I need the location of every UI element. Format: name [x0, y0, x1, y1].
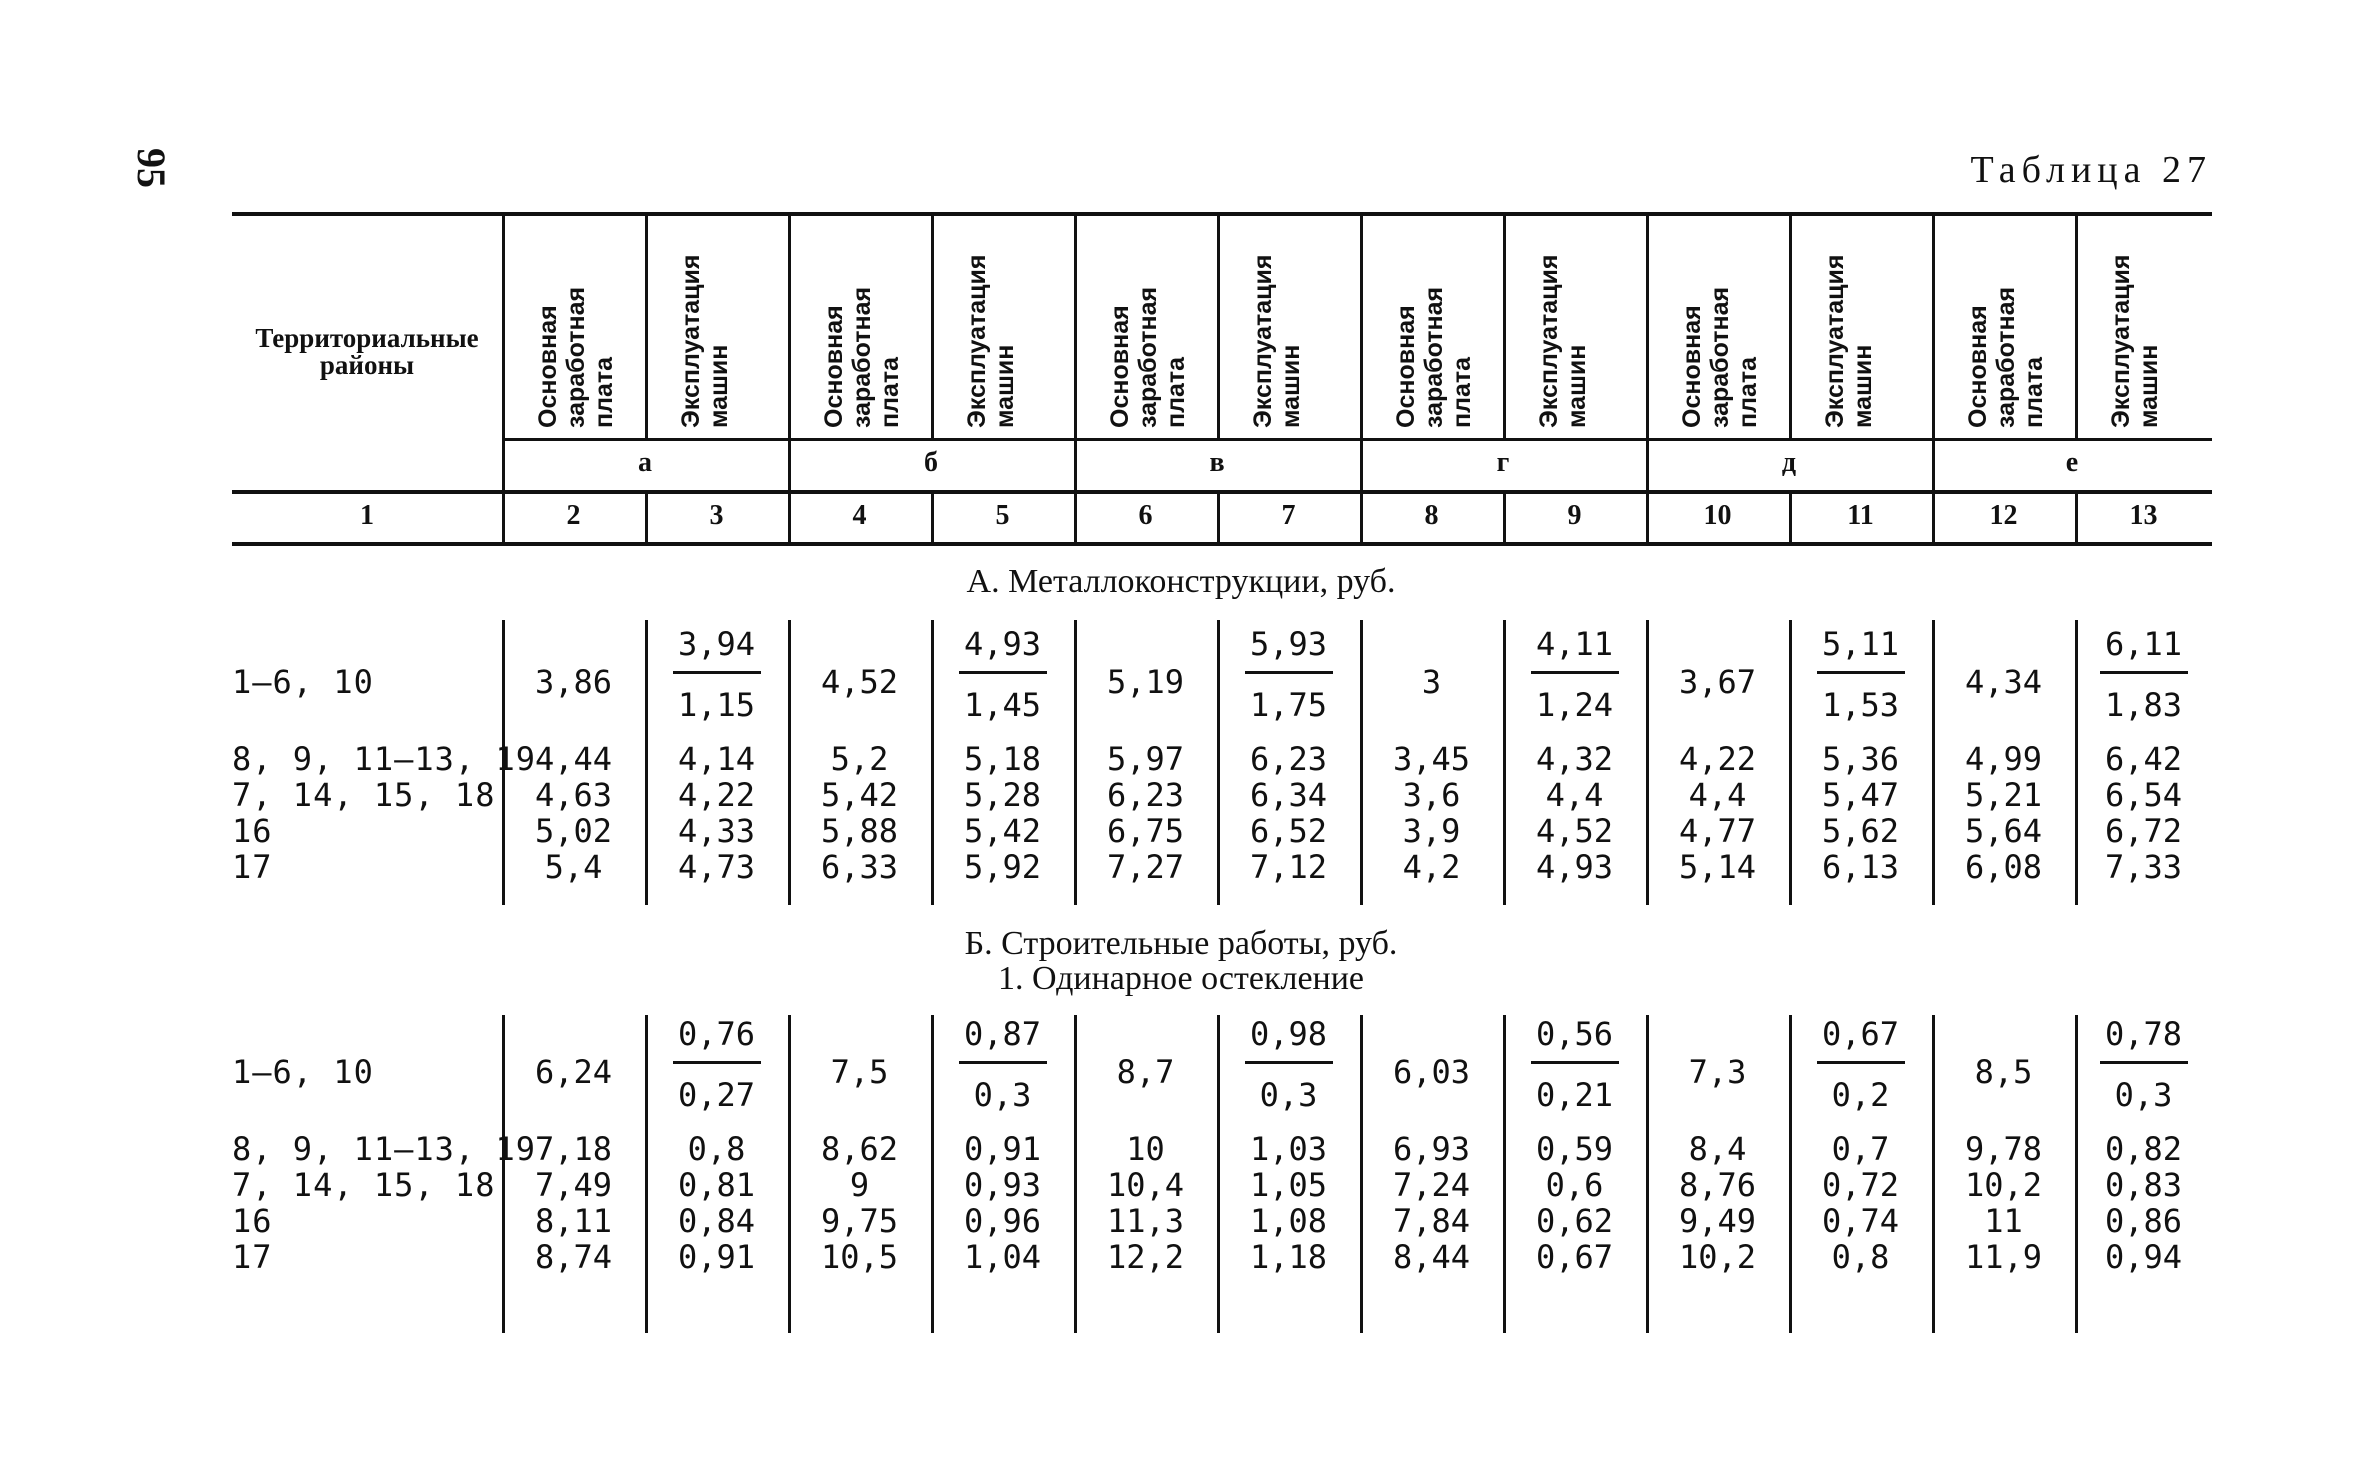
header-divider — [1217, 214, 1220, 438]
cell-value: 0,86 — [2104, 1202, 2183, 1240]
fraction-bar — [2100, 671, 2188, 674]
cell-value: 5,62 — [1821, 812, 1900, 850]
cell-value: 6,75 — [1106, 812, 1185, 850]
cell-value: 5,4 — [544, 848, 603, 886]
cell-value: 6,33 — [820, 848, 899, 886]
cell-value: 6,08 — [1964, 848, 2043, 886]
fraction-top: 0,87 — [963, 1015, 1042, 1053]
cell-value: 3,6 — [1402, 776, 1461, 814]
fraction-bottom: 0,3 — [973, 1076, 1032, 1114]
fraction-cell — [1239, 1015, 1339, 1114]
fraction-top: 0,56 — [1535, 1015, 1614, 1053]
column-number: 7 — [1281, 500, 1296, 531]
header-base-wage: Основная заработная плата — [534, 286, 618, 428]
cell-value: 0,59 — [1535, 1130, 1614, 1168]
rule-colnums — [232, 542, 2212, 546]
header-machine-operation: Эксплуатация машин — [677, 254, 733, 428]
column-number: 12 — [1989, 500, 2018, 531]
group-letter: г — [1496, 447, 1510, 478]
row-label: 1—6, 10 — [232, 1053, 374, 1091]
header-machine-operation: Эксплуатация машин — [1249, 254, 1305, 428]
header-base-wage: Основная заработная плата — [1106, 286, 1190, 428]
cell-value: 6,13 — [1821, 848, 1900, 886]
cell-value: 5,2 — [830, 740, 889, 778]
cell-value: 8,11 — [534, 1202, 613, 1240]
cell-value: 6,34 — [1249, 776, 1328, 814]
fraction-top: 4,11 — [1535, 625, 1614, 663]
fraction-cell — [1525, 625, 1625, 724]
cell-value: 5,14 — [1678, 848, 1757, 886]
cell-value: 10,4 — [1106, 1166, 1185, 1204]
cell-value: 0,74 — [1821, 1202, 1900, 1240]
cell-value: 7,33 — [2104, 848, 2183, 886]
page-number: 95 — [129, 148, 174, 188]
fraction-bar — [673, 671, 761, 674]
fraction-cell — [953, 1015, 1053, 1114]
cell-value: 5,42 — [963, 812, 1042, 850]
cell-value: 0,72 — [1821, 1166, 1900, 1204]
header-machine-operation: Эксплуатация машин — [1821, 254, 1877, 428]
column-number: 5 — [995, 500, 1010, 531]
cell-value: 5,21 — [1964, 776, 2043, 814]
cell-value: 0,93 — [963, 1166, 1042, 1204]
cell-value: 0,83 — [2104, 1166, 2183, 1204]
rule-letters — [232, 490, 2212, 494]
cell-value: 3,45 — [1392, 740, 1471, 778]
cell-value: 0,96 — [963, 1202, 1042, 1240]
fraction-bar — [673, 1061, 761, 1064]
fraction-cell — [2094, 625, 2194, 724]
cell-value: 0,62 — [1535, 1202, 1614, 1240]
cell-value: 4,22 — [677, 776, 756, 814]
fraction-top: 0,76 — [677, 1015, 756, 1053]
cell-value: 1,18 — [1249, 1238, 1328, 1276]
cell-value: 4,77 — [1678, 812, 1757, 850]
cell-value: 0,84 — [677, 1202, 756, 1240]
row-label: 16 — [232, 1202, 273, 1240]
cell-value: 7,12 — [1249, 848, 1328, 886]
cell-value: 0,6 — [1545, 1166, 1604, 1204]
fraction-bottom: 1,53 — [1821, 686, 1900, 724]
cell-value: 4,22 — [1678, 740, 1757, 778]
cell-value: 4,14 — [677, 740, 756, 778]
fraction-top: 3,94 — [677, 625, 756, 663]
header-base-wage: Основная заработная плата — [1678, 286, 1762, 428]
cell-value: 3 — [1421, 663, 1442, 701]
section-subtitle: 1. Одинарное остекление — [997, 960, 1365, 997]
cell-value: 0,8 — [687, 1130, 746, 1168]
fraction-cell — [1811, 625, 1911, 724]
fraction-bottom: 1,75 — [1249, 686, 1328, 724]
cell-value: 6,93 — [1392, 1130, 1471, 1168]
cell-value: 4,34 — [1964, 663, 2043, 701]
cell-value: 5,19 — [1106, 663, 1185, 701]
header-divider — [1503, 214, 1506, 438]
cell-value: 8,5 — [1974, 1053, 2033, 1091]
cell-value: 7,3 — [1688, 1053, 1747, 1091]
cell-value: 0,82 — [2104, 1130, 2183, 1168]
group-letter: в — [1209, 447, 1225, 478]
cell-value: 3,86 — [534, 663, 613, 701]
row-label: 17 — [232, 848, 273, 886]
cell-value: 7,49 — [534, 1166, 613, 1204]
cell-value: 4,44 — [534, 740, 613, 778]
fraction-cell — [667, 625, 767, 724]
row-label: 1—6, 10 — [232, 663, 374, 701]
cell-value: 0,91 — [963, 1130, 1042, 1168]
row-label: 8, 9, 11—13, 19 — [232, 740, 536, 778]
header-base-wage: Основная заработная плата — [1964, 286, 2048, 428]
cell-value: 11 — [1984, 1202, 2023, 1240]
column-number: 4 — [852, 500, 867, 531]
cell-value: 5,18 — [963, 740, 1042, 778]
cell-value: 4,52 — [820, 663, 899, 701]
cell-value: 10,2 — [1964, 1166, 2043, 1204]
header-divider — [931, 214, 934, 438]
fraction-bottom: 0,27 — [677, 1076, 756, 1114]
column-number: 13 — [2129, 500, 2158, 531]
column-number: 3 — [709, 500, 724, 531]
cell-value: 5,97 — [1106, 740, 1185, 778]
header-divider — [645, 214, 648, 438]
header-divider — [1789, 214, 1792, 438]
fraction-cell — [1525, 1015, 1625, 1114]
cell-value: 10 — [1126, 1130, 1165, 1168]
cell-value: 6,72 — [2104, 812, 2183, 850]
cell-value: 1,05 — [1249, 1166, 1328, 1204]
cell-value: 4,63 — [534, 776, 613, 814]
fraction-top: 0,98 — [1249, 1015, 1328, 1053]
fraction-cell — [1811, 1015, 1911, 1114]
cell-value: 10,5 — [820, 1238, 899, 1276]
fraction-cell — [1239, 625, 1339, 724]
row-label: 7, 14, 15, 18 — [232, 1166, 496, 1204]
row-label: 17 — [232, 1238, 273, 1276]
cell-value: 5,92 — [963, 848, 1042, 886]
fraction-bar — [1245, 671, 1333, 674]
rule-group — [502, 438, 2212, 441]
fraction-top: 5,11 — [1821, 625, 1900, 663]
fraction-cell — [667, 1015, 767, 1114]
cell-value: 0,81 — [677, 1166, 756, 1204]
cell-value: 8,44 — [1392, 1238, 1471, 1276]
cell-value: 6,42 — [2104, 740, 2183, 778]
header-base-wage: Основная заработная плата — [1392, 286, 1476, 428]
cell-value: 5,02 — [534, 812, 613, 850]
header-machine-operation: Эксплуатация машин — [963, 254, 1019, 428]
cell-value: 11,9 — [1964, 1238, 2043, 1276]
cell-value: 5,36 — [1821, 740, 1900, 778]
column-number: 8 — [1424, 500, 1439, 531]
cell-value: 4,33 — [677, 812, 756, 850]
fraction-bar — [2100, 1061, 2188, 1064]
cell-value: 0,8 — [1831, 1238, 1890, 1276]
group-letter: а — [638, 447, 652, 478]
cell-value: 4,32 — [1535, 740, 1614, 778]
fraction-bottom: 0,3 — [2114, 1076, 2173, 1114]
fraction-bar — [1531, 1061, 1619, 1064]
cell-value: 7,84 — [1392, 1202, 1471, 1240]
cell-value: 7,5 — [830, 1053, 889, 1091]
cell-value: 1,08 — [1249, 1202, 1328, 1240]
row-label: 7, 14, 15, 18 — [232, 776, 496, 814]
fraction-top: 0,67 — [1821, 1015, 1900, 1053]
column-number: 6 — [1138, 500, 1153, 531]
group-letter: д — [1781, 447, 1797, 478]
cell-value: 6,52 — [1249, 812, 1328, 850]
cell-value: 12,2 — [1106, 1238, 1185, 1276]
column-number: 1 — [360, 500, 374, 531]
table-title: Таблица 27 — [1970, 149, 2212, 191]
cell-value: 1,04 — [963, 1238, 1042, 1276]
fraction-bar — [1817, 671, 1905, 674]
fraction-bar — [1245, 1061, 1333, 1064]
cell-value: 6,23 — [1249, 740, 1328, 778]
column-number: 11 — [1847, 500, 1874, 531]
fraction-top: 0,78 — [2104, 1015, 2183, 1053]
cell-value: 4,4 — [1545, 776, 1604, 814]
rule-top — [232, 212, 2212, 216]
column-number: 2 — [566, 500, 581, 531]
cell-value: 0,94 — [2104, 1238, 2183, 1276]
cell-value: 4,2 — [1402, 848, 1461, 886]
cell-value: 6,23 — [1106, 776, 1185, 814]
fraction-cell — [953, 625, 1053, 724]
fraction-bottom: 1,24 — [1535, 686, 1614, 724]
cell-value: 9,75 — [820, 1202, 899, 1240]
cell-value: 4,99 — [1964, 740, 2043, 778]
cell-value: 6,24 — [534, 1053, 613, 1091]
cell-value: 7,24 — [1392, 1166, 1471, 1204]
cell-value: 9,78 — [1964, 1130, 2043, 1168]
cell-value: 4,93 — [1535, 848, 1614, 886]
cell-value: 1,03 — [1249, 1130, 1328, 1168]
header-machine-operation: Эксплуатация машин — [2107, 254, 2163, 428]
cell-value: 4,4 — [1688, 776, 1747, 814]
group-letter: е — [2065, 447, 2079, 478]
cell-value: 9,49 — [1678, 1202, 1757, 1240]
cell-value: 0,7 — [1831, 1130, 1890, 1168]
fraction-bar — [1817, 1061, 1905, 1064]
cell-value: 8,7 — [1116, 1053, 1175, 1091]
cell-value: 5,88 — [820, 812, 899, 850]
cell-value: 5,47 — [1821, 776, 1900, 814]
cell-value: 5,42 — [820, 776, 899, 814]
column-number: 10 — [1703, 500, 1732, 531]
cell-value: 8,74 — [534, 1238, 613, 1276]
cell-value: 7,27 — [1106, 848, 1185, 886]
fraction-bottom: 1,45 — [963, 686, 1042, 724]
cell-value: 10,2 — [1678, 1238, 1757, 1276]
fraction-top: 5,93 — [1249, 625, 1328, 663]
fraction-top: 6,11 — [2104, 625, 2183, 663]
row-label: 8, 9, 11—13, 19 — [232, 1130, 536, 1168]
header-divider — [2075, 214, 2078, 438]
fraction-bar — [959, 671, 1047, 674]
section-title: Б. Строительные работы, руб. — [964, 925, 1398, 962]
cell-value: 0,91 — [677, 1238, 756, 1276]
header-machine-operation: Эксплуатация машин — [1535, 254, 1591, 428]
cell-value: 3,9 — [1402, 812, 1461, 850]
cell-value: 8,62 — [820, 1130, 899, 1168]
fraction-cell — [2094, 1015, 2194, 1114]
header-territory: Территориальные районы — [255, 323, 479, 380]
column-number: 9 — [1567, 500, 1582, 531]
cell-value: 5,28 — [963, 776, 1042, 814]
cell-value: 0,67 — [1535, 1238, 1614, 1276]
cell-value: 6,54 — [2104, 776, 2183, 814]
fraction-bottom: 0,21 — [1535, 1076, 1614, 1114]
fraction-bar — [1531, 671, 1619, 674]
fraction-bar — [959, 1061, 1047, 1064]
header-base-wage: Основная заработная плата — [820, 286, 904, 428]
fraction-top: 4,93 — [963, 625, 1042, 663]
cell-value: 9 — [849, 1166, 870, 1204]
fraction-bottom: 1,83 — [2104, 686, 2183, 724]
fraction-bottom: 0,3 — [1259, 1076, 1318, 1114]
fraction-bottom: 1,15 — [677, 686, 756, 724]
section-title: А. Металлоконструкции, руб. — [966, 563, 1396, 600]
group-letter: б — [924, 447, 938, 478]
fraction-bottom: 0,2 — [1831, 1076, 1890, 1114]
cell-value: 7,18 — [534, 1130, 613, 1168]
cell-value: 11,3 — [1106, 1202, 1185, 1240]
cell-value: 5,64 — [1964, 812, 2043, 850]
row-label: 16 — [232, 812, 273, 850]
cell-value: 6,03 — [1392, 1053, 1471, 1091]
cell-value: 4,52 — [1535, 812, 1614, 850]
cell-value: 8,76 — [1678, 1166, 1757, 1204]
cell-value: 8,4 — [1688, 1130, 1747, 1168]
cell-value: 4,73 — [677, 848, 756, 886]
cell-value: 3,67 — [1678, 663, 1757, 701]
